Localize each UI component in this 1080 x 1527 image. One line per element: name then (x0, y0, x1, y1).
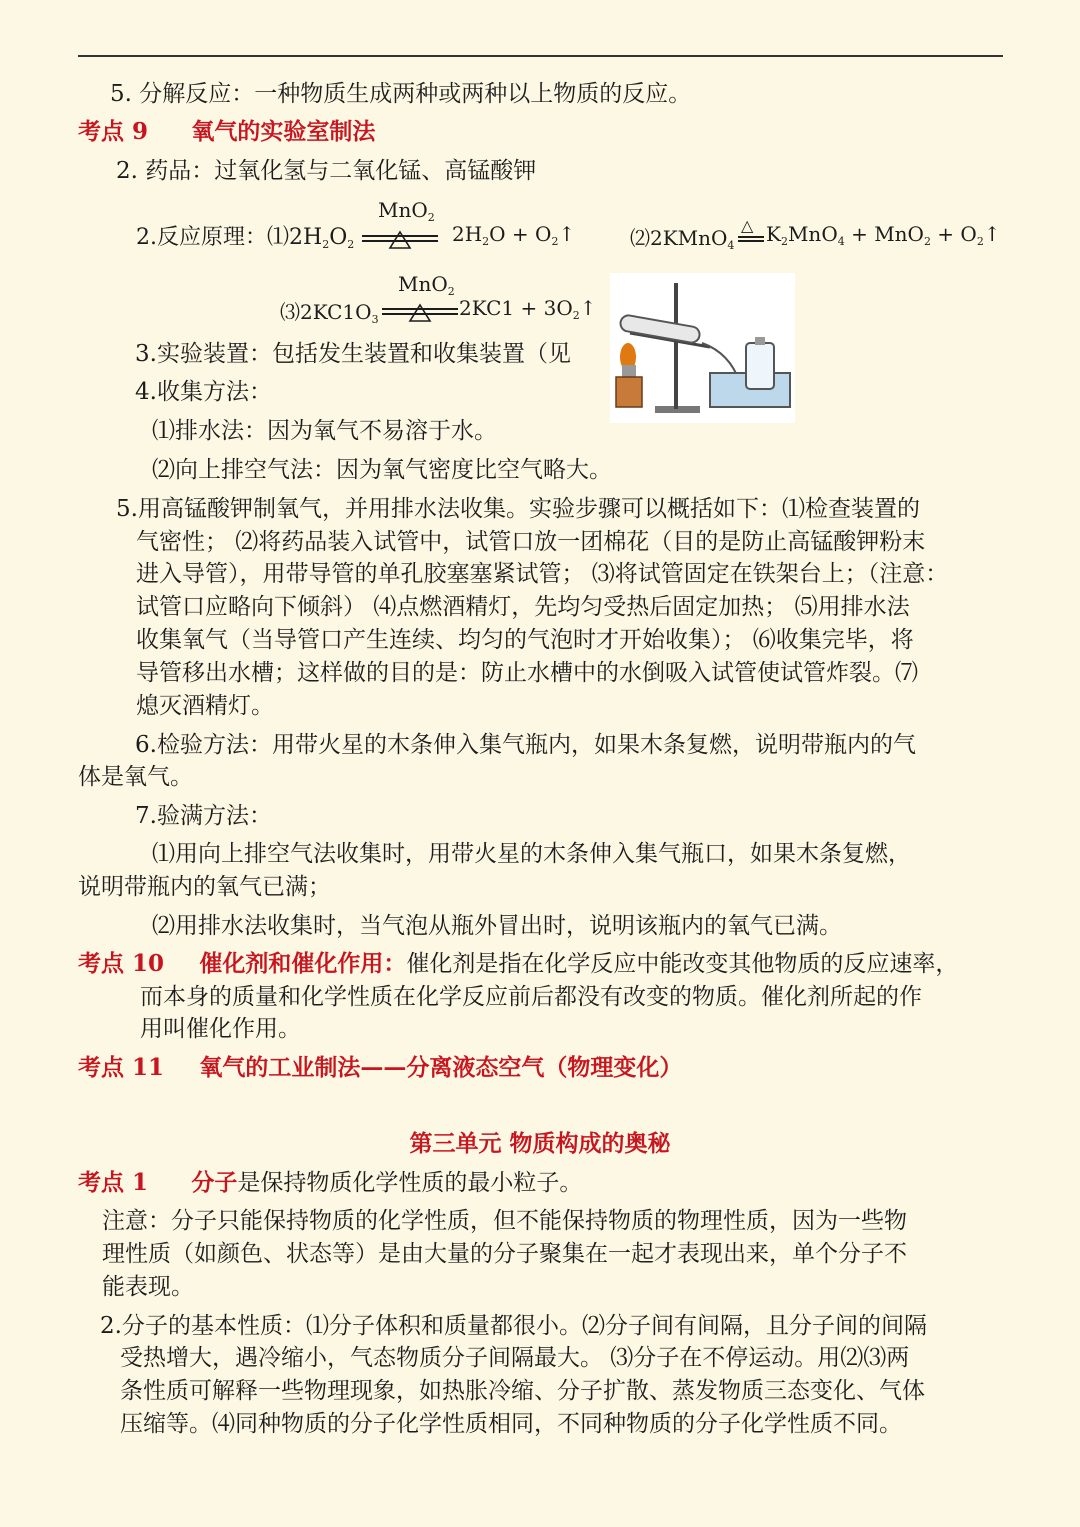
section-heading-kd1 (78, 1167, 582, 1199)
section-label: 考点 10 (78, 950, 165, 977)
equation-2-reactant: ⑵2KMnO$_4$ (630, 226, 735, 252)
heat-condition-icon: △ (741, 216, 754, 235)
text-line: ⑵向上排空气法：因为氧气密度比空气略大。 (152, 457, 612, 483)
text-line: 压缩等。⑷同种物质的分子化学性质相同，不同种物质的分子化学性质不同。 (120, 1411, 902, 1437)
text-line: 收集氧气（当导管口产生连续、均匀的气泡时才开始收集）； ⑹收集完毕，将 (136, 627, 914, 653)
section-heading-kd9 (78, 116, 375, 148)
text-line: 5.用高锰酸钾制氧气，并用排水法收集。实验步骤可以概括如下：⑴检查装置的 (116, 496, 920, 522)
text-line: 而本身的质量和化学性质在化学反应前后都没有改变的物质。催化剂所起的作 (140, 984, 922, 1010)
section-label: 考点 9 (78, 118, 149, 145)
text-line: 说明带瓶内的氧气已满； (78, 874, 331, 900)
equation-3-catalyst: MnO$_2$ (398, 272, 455, 298)
section-text: 催化剂是指在化学反应中能改变其他物质的反应速率， (406, 951, 959, 977)
section-title: 氧气的实验室制法 (191, 118, 376, 145)
unit-title: 第三单元 物质构成的奥秘 (409, 1130, 671, 1157)
lab-apparatus-icon (610, 273, 795, 423)
text-line: ⑵用排水法收集时，当气泡从瓶外冒出时，说明该瓶内的氧气已满。 (152, 913, 842, 939)
section-title: 催化剂和催化作用： (199, 950, 407, 977)
top-rule (78, 55, 1003, 57)
section-heading-kd10 (78, 948, 958, 980)
text-line: 用叫催化作用。 (140, 1016, 301, 1042)
equation-2-products: $K_2MnO_4 + MnO_2$ + $O_2↑$ (766, 222, 1001, 248)
text-line: 进入导管），用带导管的单孔胶塞塞紧试管； ⑶将试管固定在铁架台上；（注意： (136, 561, 949, 587)
text-line: 理性质（如颜色、状态等）是由大量的分子聚集在一起才表现出来，单个分子不 (102, 1241, 907, 1267)
section-title: 氧气的工业制法——分离液态空气（物理变化） (199, 1054, 683, 1081)
text-line: 体是氧气。 (78, 764, 193, 790)
text-line: 试管口应略向下倾斜） ⑷点燃酒精灯，先均匀受热后固定加热； ⑸用排水法 (136, 594, 910, 620)
section-label: 考点 1 (78, 1169, 149, 1196)
heat-triangle-icon (388, 230, 412, 250)
equation-1-products: $2H_2O$ + $O_2↑$ (452, 222, 576, 248)
text-line: 气密性； ⑵将药品装入试管中，试管口放一团棉花（目的是防止高锰酸钾粉末 (136, 529, 926, 555)
text-line: 2.分子的基本性质：⑴分子体积和质量都很小。⑵分子间有间隔，且分子间的间隔 (100, 1313, 927, 1339)
equation-2-bar (738, 236, 764, 238)
heat-triangle-icon (408, 303, 432, 323)
text-line: 6.检验方法：用带火星的木条伸入集气瓶内，如果木条复燃，说明带瓶内的气 (135, 732, 916, 758)
equation-2-bar (738, 240, 764, 242)
text-line: 注意：分子只能保持物质的化学性质，但不能保持物质的物理性质，因为一些物 (102, 1208, 907, 1234)
text-line: 能表现。 (102, 1274, 194, 1300)
text-line: 5. 分解反应：一种物质生成两种或两种以上物质的反应。 (110, 81, 692, 107)
text-line: ⑴排水法：因为氧气不易溶于水。 (152, 418, 497, 444)
text-line: ⑴用向上排空气法收集时，用带火星的木条伸入集气瓶口，如果木条复燃， (152, 841, 911, 867)
text-line: 受热增大，遇冷缩小，气态物质分子间隔最大。 ⑶分子在不停运动。用⑵⑶两 (120, 1345, 910, 1371)
text-line: 2. 药品：过氧化氢与二氧化锰、高锰酸钾 (116, 158, 537, 184)
text-line: 7.验满方法： (135, 803, 272, 829)
section-title: 分子 (191, 1169, 238, 1196)
text-line: 3.实验装置：包括发生装置和收集装置（见 (135, 341, 571, 367)
section-text: 是保持物质化学性质的最小粒子。 (237, 1170, 583, 1196)
text-line: 熄灭酒精灯。 (136, 693, 274, 719)
equation-3-products: $2KC1 + 3O_2↑$ (459, 296, 597, 322)
text-line: 条性质可解释一些物理现象，如热胀冷缩、分子扩散、蒸发物质三态变化、气体 (120, 1378, 925, 1404)
text-line: 4.收集方法： (135, 379, 272, 405)
text-line: 导管移出水槽；这样做的目的是：防止水槽中的水倒吸入试管使试管炸裂。⑺ (136, 660, 918, 686)
section-heading-kd11 (78, 1052, 682, 1084)
lab-apparatus-figure (610, 273, 795, 423)
section-label: 考点 11 (78, 1054, 165, 1081)
equation-1-reactant: 2.反应原理：$⑴2H_2O_2$ (136, 225, 355, 251)
equation-3-reactant: $⑶2KC1O_3$ (280, 300, 379, 326)
equation-1-catalyst: MnO$_2$ (378, 198, 435, 224)
